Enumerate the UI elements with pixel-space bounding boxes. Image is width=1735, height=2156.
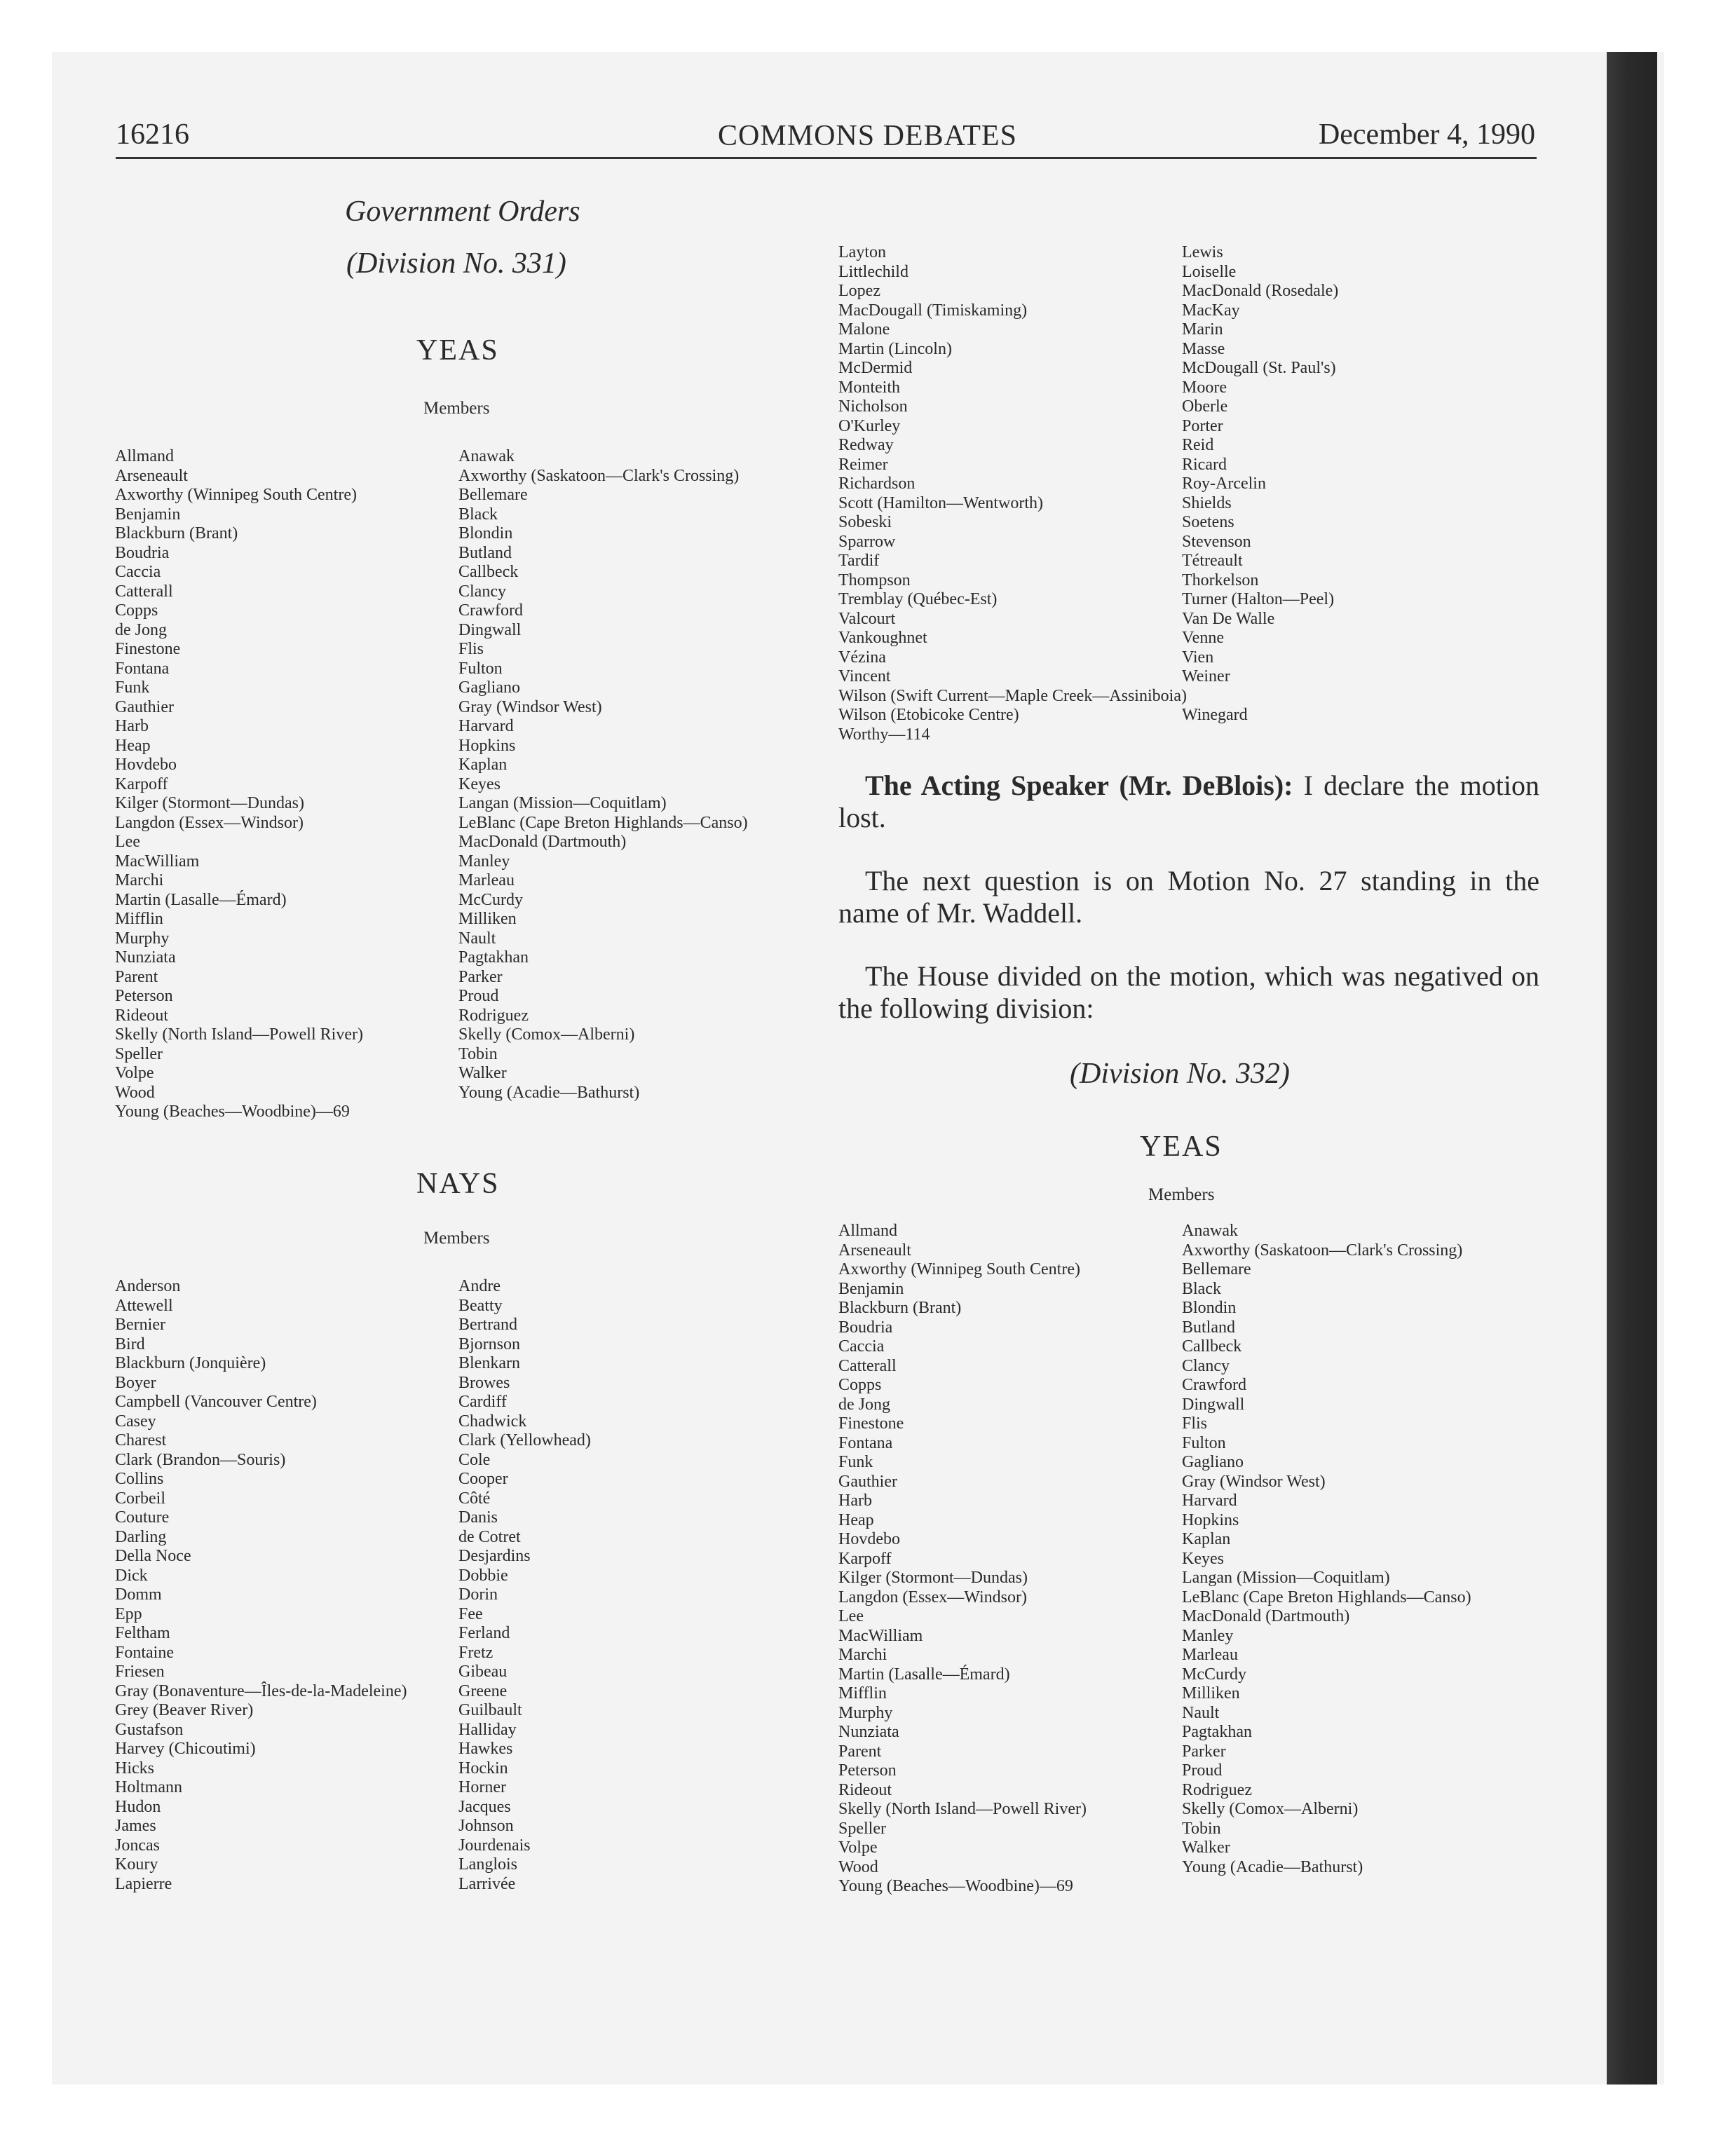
member-name: Fretz xyxy=(458,1643,494,1662)
member-name: Axworthy (Winnipeg South Centre) xyxy=(115,486,357,504)
member-name: Domm xyxy=(115,1585,162,1604)
member-name: Arseneault xyxy=(838,1241,911,1260)
member-name: Black xyxy=(458,505,498,524)
member-name: Gagliano xyxy=(1182,1453,1244,1471)
member-name: Koury xyxy=(115,1855,158,1874)
member-name: Black xyxy=(1182,1279,1221,1298)
member-name: Della Noce xyxy=(115,1547,191,1565)
member-name: Holtmann xyxy=(115,1778,182,1796)
member-name: Tardif xyxy=(838,552,880,570)
member-name: Callbeck xyxy=(1182,1337,1242,1356)
member-name: Gray (Bonaventure—Îles-de-la-Madeleine) xyxy=(115,1681,407,1700)
member-name: James xyxy=(115,1817,156,1835)
member-name: Milliken xyxy=(1182,1684,1240,1703)
member-name: Van De Walle xyxy=(1182,609,1275,628)
member-name: Skelly (Comox—Alberni) xyxy=(1182,1800,1359,1818)
yeas-members-label-332: Members xyxy=(1148,1185,1215,1204)
member-name: Shields xyxy=(1182,493,1232,512)
member-name: Flis xyxy=(458,640,484,658)
member-name: Tobin xyxy=(1182,1819,1221,1838)
division-332-title: (Division No. 332) xyxy=(1070,1058,1290,1090)
member-name: Lee xyxy=(115,833,140,851)
member-name: Clark (Brandon—Souris) xyxy=(115,1450,286,1469)
member-name: Walker xyxy=(1182,1838,1230,1857)
member-name: Manley xyxy=(458,852,510,871)
section-title: Government Orders xyxy=(345,196,580,228)
member-name: MacWilliam xyxy=(115,852,200,871)
member-name: Dick xyxy=(115,1566,148,1585)
next-question-paragraph: The next question is on Motion No. 27 standing in the name of Mr. Waddell. xyxy=(838,865,1539,929)
member-name: Skelly (North Island—Powell River) xyxy=(115,1025,363,1044)
member-name: Scott (Hamilton—Wentworth) xyxy=(838,493,1044,512)
member-name: Redway xyxy=(838,436,894,454)
member-name: Hawkes xyxy=(458,1740,513,1758)
member-name: Hovdebo xyxy=(115,756,177,774)
member-name: Pagtakhan xyxy=(458,948,529,967)
member-name: Marleau xyxy=(1182,1646,1238,1664)
member-name: Thorkelson xyxy=(1182,571,1259,589)
member-name: Catterall xyxy=(115,582,173,601)
member-name: Thompson xyxy=(838,571,911,589)
member-name: Bellemare xyxy=(458,486,528,504)
member-name: Mifflin xyxy=(838,1684,887,1703)
member-name: Hopkins xyxy=(1182,1510,1239,1529)
member-name: Mifflin xyxy=(115,910,163,928)
member-name: Peterson xyxy=(838,1761,897,1780)
member-name: Karpoff xyxy=(115,775,168,793)
member-name: Parker xyxy=(1182,1742,1226,1761)
member-name: Sobeski xyxy=(838,513,892,531)
member-name: Marleau xyxy=(458,871,515,889)
member-name: de Jong xyxy=(838,1395,890,1414)
member-name: Marchi xyxy=(115,871,164,889)
member-name: Guilbault xyxy=(458,1701,522,1719)
member-name: Friesen xyxy=(115,1663,165,1681)
member-name: Butland xyxy=(458,543,512,562)
member-name: Reimer xyxy=(838,455,888,474)
wilson-swift-current: Wilson (Swift Current—Maple Creek—Assiniboia) xyxy=(838,686,1187,705)
member-name: Karpoff xyxy=(838,1549,892,1568)
member-name: Martin (Lincoln) xyxy=(838,339,952,358)
member-name: McCurdy xyxy=(458,890,523,909)
member-name: Peterson xyxy=(115,987,173,1005)
nays-total: Worthy—114 xyxy=(838,725,930,744)
member-name: Tremblay (Québec-Est) xyxy=(838,590,998,608)
member-name: Masse xyxy=(1182,339,1225,358)
member-name: Halliday xyxy=(458,1720,517,1739)
member-name: Blondin xyxy=(458,524,513,543)
member-name: Campbell (Vancouver Centre) xyxy=(115,1393,317,1411)
member-name: Bertrand xyxy=(458,1316,517,1334)
member-name: Gustafson xyxy=(115,1720,184,1739)
member-name: Pagtakhan xyxy=(1182,1723,1252,1741)
member-name: Browes xyxy=(458,1373,510,1392)
nays-331-cont-col1 xyxy=(838,243,1043,687)
member-name: Darling xyxy=(115,1527,167,1546)
nays-331-col2 xyxy=(458,1277,591,1894)
member-name: LeBlanc (Cape Breton Highlands—Canso) xyxy=(1182,1588,1471,1606)
yeas-332-col2 xyxy=(1182,1222,1471,1877)
member-name: Speller xyxy=(838,1819,886,1838)
member-name: Hovdebo xyxy=(838,1530,900,1548)
member-name: Keyes xyxy=(1182,1549,1224,1568)
member-name: Corbeil xyxy=(115,1489,165,1508)
member-name: Parent xyxy=(838,1742,882,1761)
member-name: Turner (Halton—Peel) xyxy=(1182,590,1335,608)
member-name: Heap xyxy=(115,736,151,755)
member-name: Jourdenais xyxy=(458,1836,531,1855)
member-name: Copps xyxy=(115,601,158,620)
member-name: Cooper xyxy=(458,1470,508,1488)
member-name: Jacques xyxy=(458,1797,511,1816)
member-name: Lewis xyxy=(1182,243,1223,261)
member-name: Boudria xyxy=(838,1318,893,1337)
member-name: Ricard xyxy=(1182,455,1227,474)
member-name: Milliken xyxy=(458,910,517,928)
member-name: Young (Acadie—Bathurst) xyxy=(1182,1857,1363,1876)
member-name: Fontana xyxy=(115,659,170,678)
member-name: Lee xyxy=(838,1607,864,1625)
member-name: Langdon (Essex—Windsor) xyxy=(838,1588,1027,1606)
member-name: Flis xyxy=(1182,1414,1208,1433)
scan-edge-shadow xyxy=(1607,52,1657,2085)
member-name: Beatty xyxy=(458,1296,503,1315)
member-name: Boyer xyxy=(115,1373,156,1392)
member-name: McDermid xyxy=(838,359,913,377)
member-name: Blondin xyxy=(1182,1299,1237,1317)
member-name: Malone xyxy=(838,320,890,339)
member-name: Lapierre xyxy=(115,1874,172,1893)
member-name: Young (Beaches—Woodbine)—69 xyxy=(838,1877,1073,1895)
member-name: Murphy xyxy=(115,929,170,948)
member-name: Walker xyxy=(458,1064,507,1082)
member-name: Gauthier xyxy=(115,697,174,716)
member-name: Roy-Arcelin xyxy=(1182,475,1266,493)
member-name: Couture xyxy=(115,1508,170,1527)
member-name: Gauthier xyxy=(838,1472,897,1491)
member-name: Langlois xyxy=(458,1855,517,1874)
member-name: Hockin xyxy=(458,1759,508,1778)
member-name: Arseneault xyxy=(115,466,188,485)
member-name: Kaplan xyxy=(1182,1530,1231,1548)
member-name: Blackburn (Jonquière) xyxy=(115,1354,266,1372)
member-name: Bernier xyxy=(115,1316,165,1334)
member-name: Nault xyxy=(458,929,496,948)
member-name: Dingwall xyxy=(458,620,522,639)
member-name: Venne xyxy=(1182,629,1224,647)
member-name: Vien xyxy=(1182,648,1214,667)
nays-331-cont-col2 xyxy=(1182,243,1338,687)
member-name: Cole xyxy=(458,1450,491,1469)
yeas-heading-331: YEAS xyxy=(416,334,499,367)
member-name: Copps xyxy=(838,1376,882,1394)
yeas-members-label-331: Members xyxy=(423,399,490,418)
member-name: MacKay xyxy=(1182,301,1240,320)
member-name: Skelly (Comox—Alberni) xyxy=(458,1025,635,1044)
member-name: Harvard xyxy=(458,717,514,735)
winegard: Winegard xyxy=(1182,706,1248,724)
member-name: Rodriguez xyxy=(1182,1780,1252,1799)
member-name: Parent xyxy=(115,967,158,986)
member-name: Rideout xyxy=(838,1780,892,1799)
member-name: de Jong xyxy=(115,620,167,639)
member-name: Funk xyxy=(838,1453,873,1471)
member-name: Martin (Lasalle—Émard) xyxy=(838,1665,1010,1684)
member-name: Marchi xyxy=(838,1646,887,1664)
member-name: Caccia xyxy=(115,563,161,581)
member-name: Feltham xyxy=(115,1624,170,1642)
wilson-etobicoke: Wilson (Etobicoke Centre) xyxy=(838,706,1019,724)
member-name: Ferland xyxy=(458,1624,510,1642)
member-name: Dobbie xyxy=(458,1566,508,1585)
member-name: MacDonald (Dartmouth) xyxy=(458,833,627,851)
publication-title: COMMONS DEBATES xyxy=(718,120,1017,152)
member-name: Axworthy (Saskatoon—Clark's Crossing) xyxy=(1182,1241,1463,1260)
member-name: Clancy xyxy=(1182,1356,1230,1375)
member-name: Clancy xyxy=(458,582,506,601)
member-name: Collins xyxy=(115,1470,164,1488)
member-name: Layton xyxy=(838,243,886,261)
nays-heading-331: NAYS xyxy=(416,1168,500,1200)
member-name: Heap xyxy=(838,1510,874,1529)
member-name: Benjamin xyxy=(115,505,181,524)
member-name: Kilger (Stormont—Dundas) xyxy=(115,794,304,812)
member-name: Moore xyxy=(1182,378,1227,397)
member-name: Valcourt xyxy=(838,609,896,628)
member-name: Martin (Lasalle—Émard) xyxy=(115,890,287,909)
member-name: LeBlanc (Cape Breton Highlands—Canso) xyxy=(458,813,748,832)
member-name: Rideout xyxy=(115,1006,168,1025)
member-name: Catterall xyxy=(838,1356,897,1375)
member-name: Langan (Mission—Coquitlam) xyxy=(458,794,667,812)
member-name: Sparrow xyxy=(838,532,896,551)
member-name: Parker xyxy=(458,967,503,986)
member-name: Grey (Beaver River) xyxy=(115,1701,254,1719)
member-name: MacWilliam xyxy=(838,1626,923,1645)
member-name: Richardson xyxy=(838,475,916,493)
member-name: Harb xyxy=(838,1492,872,1510)
member-name: Hopkins xyxy=(458,736,516,755)
division-331-title: (Division No. 331) xyxy=(346,247,566,280)
member-name: Lopez xyxy=(838,282,880,300)
member-name: Johnson xyxy=(458,1817,514,1835)
member-name: Chadwick xyxy=(458,1412,527,1431)
member-name: Crawford xyxy=(458,601,523,620)
member-name: Finestone xyxy=(115,640,181,658)
member-name: Nunziata xyxy=(838,1723,899,1741)
member-name: Larrivée xyxy=(458,1874,516,1893)
member-name: Keyes xyxy=(458,775,501,793)
member-name: Vincent xyxy=(838,667,891,685)
member-name: de Cotret xyxy=(458,1527,521,1546)
yeas-331-col2 xyxy=(458,447,748,1103)
member-name: Gagliano xyxy=(458,678,520,697)
nays-members-label-331: Members xyxy=(423,1229,490,1248)
page-number: 16216 xyxy=(116,118,189,151)
member-name: Allmand xyxy=(838,1222,897,1240)
member-name: Hudon xyxy=(115,1797,161,1816)
member-name: Marin xyxy=(1182,320,1223,339)
member-name: MacDonald (Rosedale) xyxy=(1182,282,1339,300)
member-name: Hicks xyxy=(115,1759,154,1778)
member-name: Porter xyxy=(1182,416,1223,435)
member-name: Charest xyxy=(115,1431,167,1449)
member-name: Stevenson xyxy=(1182,532,1251,551)
member-name: Nault xyxy=(1182,1703,1220,1722)
member-name: Clark (Yellowhead) xyxy=(458,1431,591,1449)
member-name: Proud xyxy=(458,987,499,1005)
speaker-statement xyxy=(838,770,1539,834)
member-name: Anderson xyxy=(115,1277,181,1295)
member-name: Gray (Windsor West) xyxy=(1182,1472,1326,1491)
member-name: Vézina xyxy=(838,648,886,667)
member-name: Tétreault xyxy=(1182,552,1243,570)
member-name: MacDougall (Timiskaming) xyxy=(838,301,1028,320)
member-name: Bird xyxy=(115,1335,145,1353)
member-name: Tobin xyxy=(458,1044,498,1063)
member-name: Langdon (Essex—Windsor) xyxy=(115,813,304,832)
member-name: Gibeau xyxy=(458,1663,508,1681)
member-name: Butland xyxy=(1182,1318,1235,1337)
member-name: Anawak xyxy=(458,447,515,465)
member-name: Kaplan xyxy=(458,756,508,774)
member-name: Harb xyxy=(115,717,149,735)
member-name: Langan (Mission—Coquitlam) xyxy=(1182,1569,1390,1587)
member-name: O'Kurley xyxy=(838,416,901,435)
member-name: Kilger (Stormont—Dundas) xyxy=(838,1569,1028,1587)
member-name: Vankoughnet xyxy=(838,629,927,647)
member-name: Fontaine xyxy=(115,1643,174,1662)
member-name: Speller xyxy=(115,1044,163,1063)
speaker-text: I declare the motion lost. xyxy=(838,770,1540,833)
member-name: Fee xyxy=(458,1604,483,1623)
member-name: Monteith xyxy=(838,378,900,397)
member-name: Murphy xyxy=(838,1703,893,1722)
member-name: Wood xyxy=(115,1083,155,1102)
member-name: Dorin xyxy=(458,1585,498,1604)
member-name: Oberle xyxy=(1182,397,1228,416)
member-name: Skelly (North Island—Powell River) xyxy=(838,1800,1087,1818)
member-name: Bellemare xyxy=(1182,1260,1251,1278)
member-name: Gray (Windsor West) xyxy=(458,697,602,716)
member-name: Rodriguez xyxy=(458,1006,529,1025)
member-name: Dingwall xyxy=(1182,1395,1245,1414)
publication-date: December 4, 1990 xyxy=(1318,118,1535,151)
member-name: Côté xyxy=(458,1489,491,1508)
member-name: Nunziata xyxy=(115,948,176,967)
member-name: Anawak xyxy=(1182,1222,1238,1240)
member-name: Cardiff xyxy=(458,1393,507,1411)
member-name: Littlechild xyxy=(838,262,909,281)
member-name: Boudria xyxy=(115,543,170,562)
member-name: Fontana xyxy=(838,1433,893,1452)
member-name: Volpe xyxy=(115,1064,154,1082)
member-name: Joncas xyxy=(115,1836,160,1855)
member-name: Caccia xyxy=(838,1337,885,1356)
member-name: Reid xyxy=(1182,436,1214,454)
member-name: Harvey (Chicoutimi) xyxy=(115,1740,256,1758)
member-name: Fulton xyxy=(1182,1433,1226,1452)
member-name: Proud xyxy=(1182,1761,1223,1780)
member-name: Blackburn (Brant) xyxy=(115,524,238,543)
speaker-label: The Acting Speaker (Mr. DeBlois): xyxy=(865,770,1293,801)
yeas-331-col1 xyxy=(115,447,363,1122)
member-name: McCurdy xyxy=(1182,1665,1246,1684)
member-name: Desjardins xyxy=(458,1547,531,1565)
member-name: Epp xyxy=(115,1604,142,1623)
member-name: Allmand xyxy=(115,447,174,465)
member-name: Blackburn (Brant) xyxy=(838,1299,962,1317)
yeas-heading-332: YEAS xyxy=(1140,1131,1223,1163)
member-name: Axworthy (Winnipeg South Centre) xyxy=(838,1260,1080,1278)
member-name: Horner xyxy=(458,1778,506,1796)
member-name: Weiner xyxy=(1182,667,1230,685)
member-name: MacDonald (Dartmouth) xyxy=(1182,1607,1350,1625)
member-name: Soetens xyxy=(1182,513,1234,531)
member-name: Young (Beaches—Woodbine)—69 xyxy=(115,1103,350,1121)
member-name: Wood xyxy=(838,1857,878,1876)
member-name: Greene xyxy=(458,1681,508,1700)
member-name: Attewell xyxy=(115,1296,173,1315)
nays-331-col1 xyxy=(115,1277,407,1894)
member-name: Fulton xyxy=(458,659,503,678)
member-name: Blenkarn xyxy=(458,1354,520,1372)
member-name: Volpe xyxy=(838,1838,878,1857)
member-name: Crawford xyxy=(1182,1376,1246,1394)
member-name: Nicholson xyxy=(838,397,908,416)
member-name: Andre xyxy=(458,1277,501,1295)
member-name: Finestone xyxy=(838,1414,904,1433)
member-name: Callbeck xyxy=(458,563,519,581)
member-name: Bjornson xyxy=(458,1335,521,1353)
member-name: Danis xyxy=(458,1508,498,1527)
member-name: Funk xyxy=(115,678,150,697)
member-name: Casey xyxy=(115,1412,156,1431)
member-name: Benjamin xyxy=(838,1279,904,1298)
member-name: Young (Acadie—Bathurst) xyxy=(458,1083,640,1102)
header-rule xyxy=(116,157,1537,159)
yeas-332-col1 xyxy=(838,1222,1087,1897)
member-name: McDougall (St. Paul's) xyxy=(1182,359,1336,377)
member-name: Axworthy (Saskatoon—Clark's Crossing) xyxy=(458,466,740,485)
member-name: Harvard xyxy=(1182,1492,1237,1510)
member-name: Loiselle xyxy=(1182,262,1237,281)
member-name: Manley xyxy=(1182,1626,1234,1645)
house-divided-paragraph: The House divided on the motion, which was negatived on the following division: xyxy=(838,960,1539,1024)
